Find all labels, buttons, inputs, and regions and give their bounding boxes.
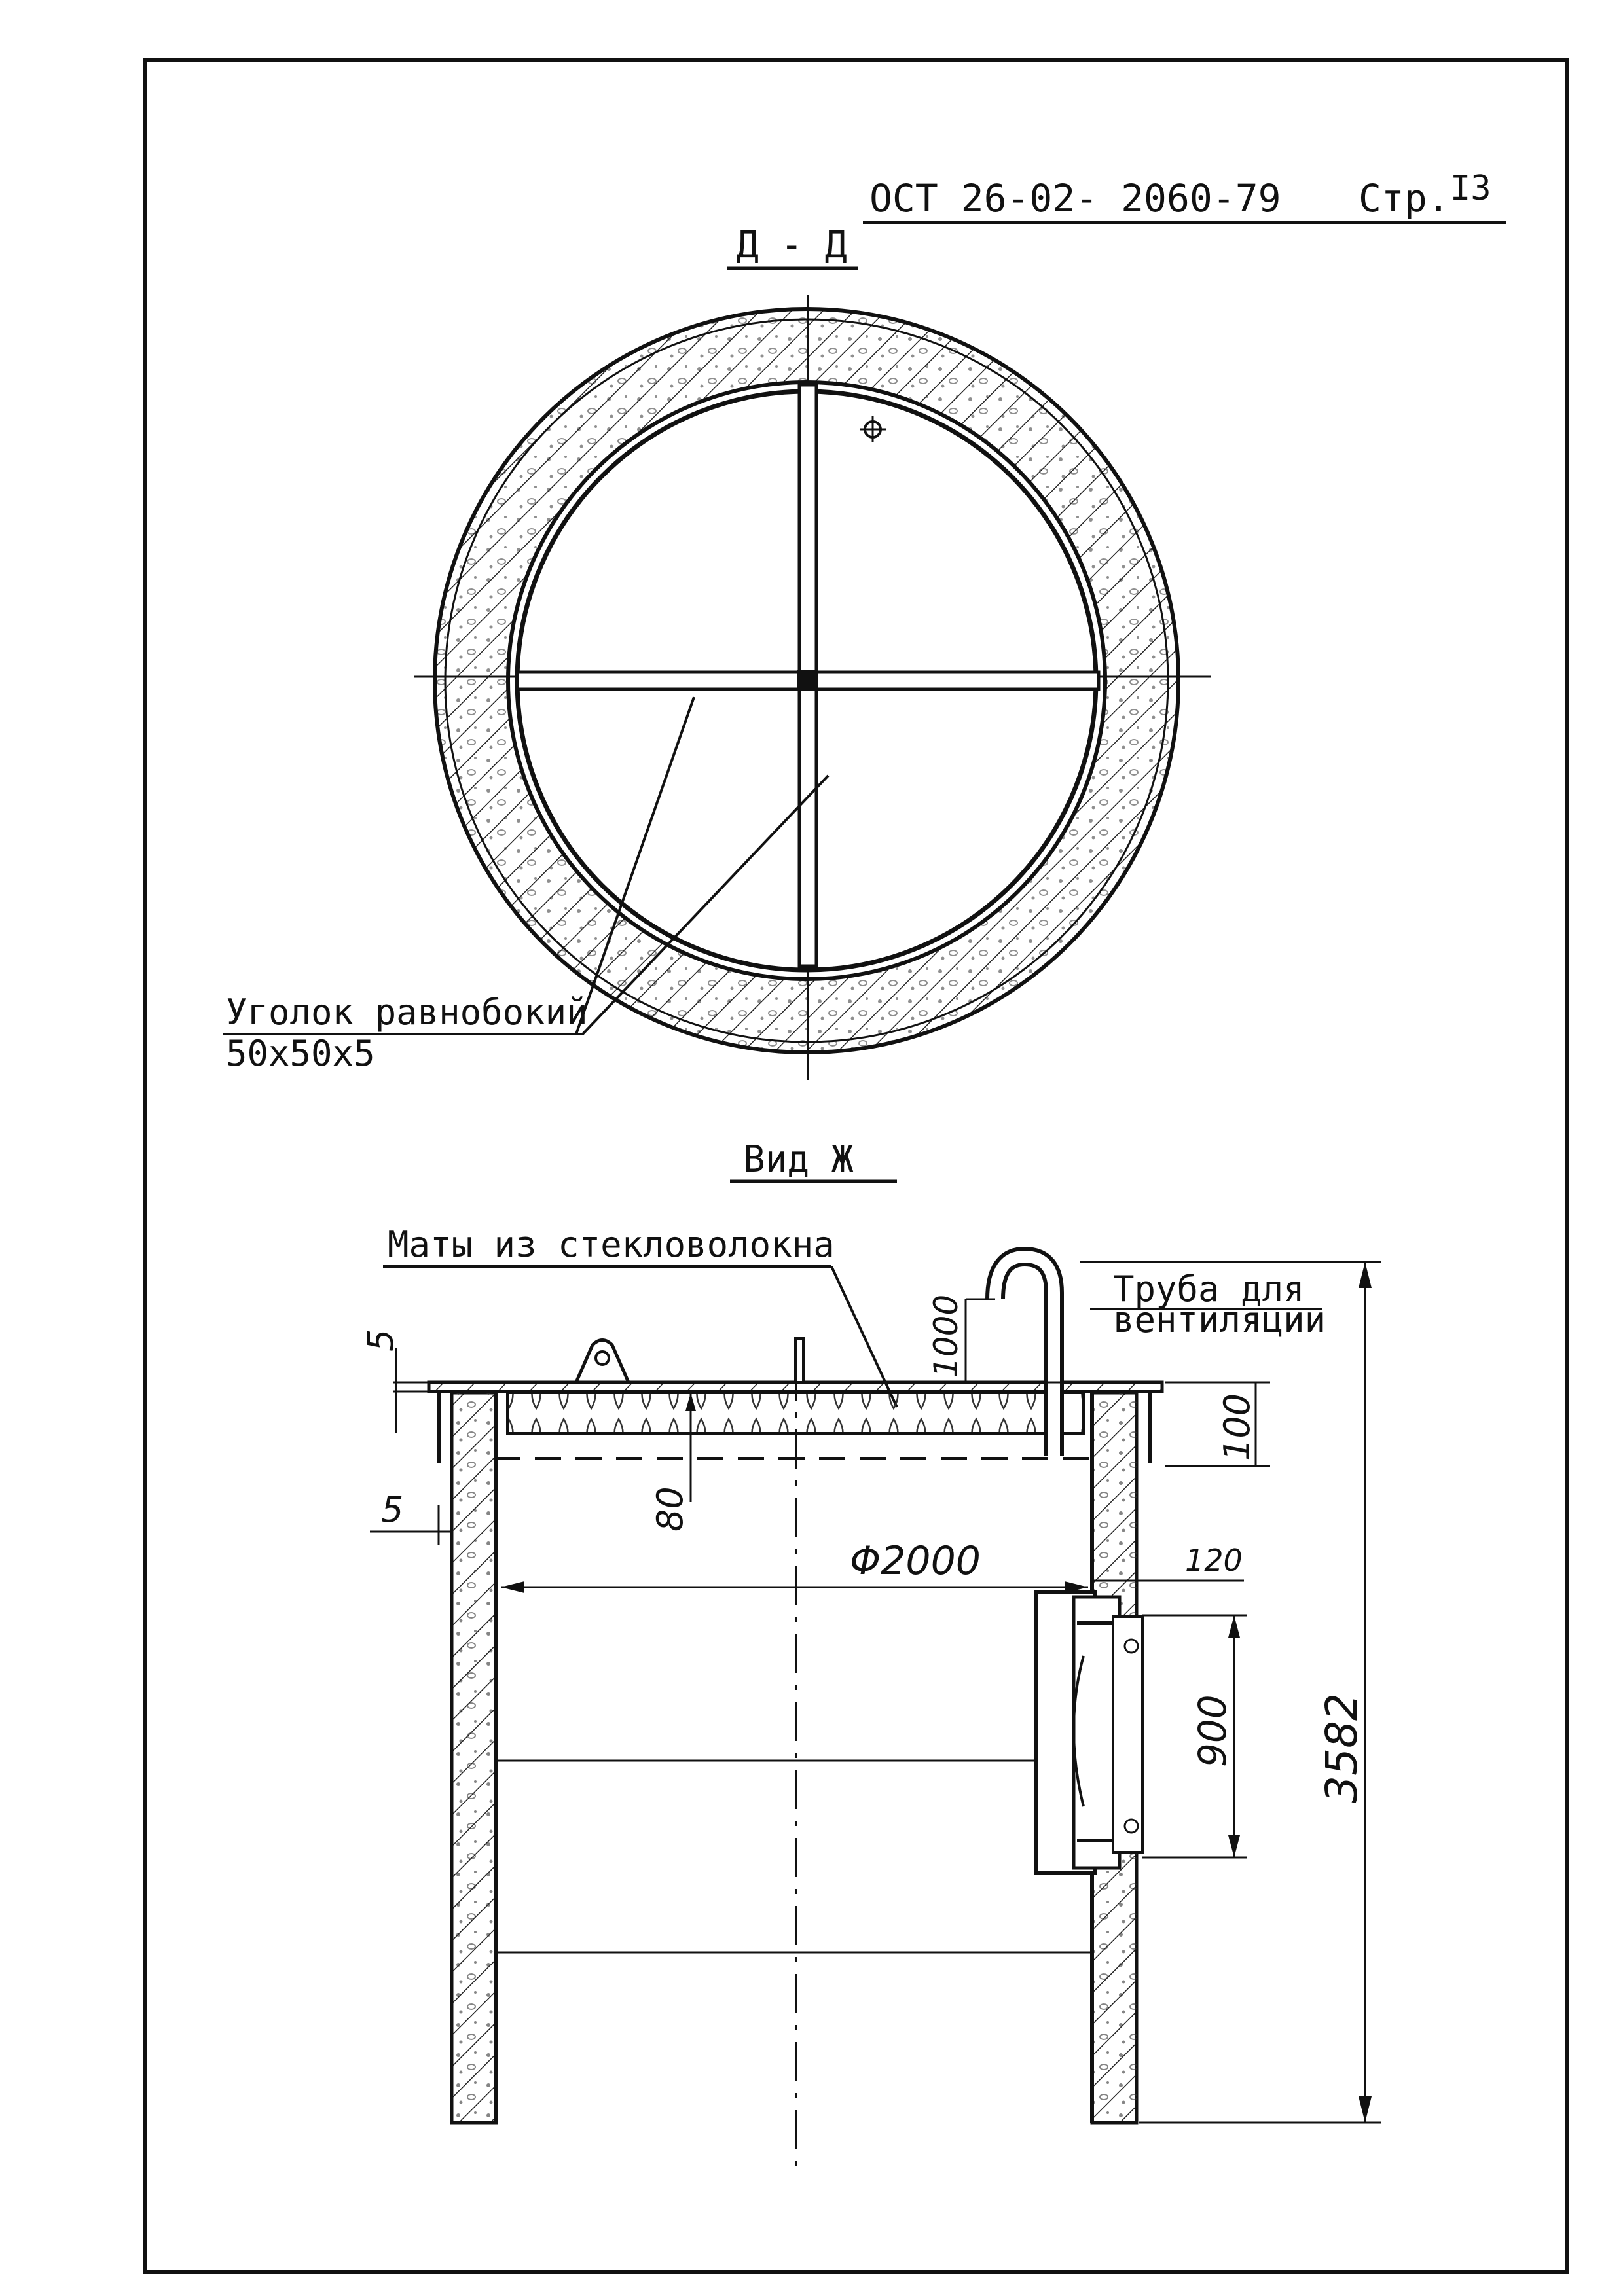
dim-top-plate (360, 1329, 432, 1433)
section-dd (223, 224, 1211, 1080)
pipe-label-line1: Труба для (1113, 1268, 1305, 1310)
dim-1000: 1000 (927, 1294, 965, 1378)
dim-diameter-2000: Φ2000 (850, 1538, 981, 1584)
view-zh (360, 1138, 1381, 2173)
lifting-lug (576, 1340, 629, 1383)
dim-900: 900 (1190, 1695, 1235, 1767)
dim-door-height (1142, 1615, 1247, 1857)
dim-pipe (927, 1295, 995, 1382)
title-block (863, 169, 1506, 223)
document-code: ОСТ 26-02- 2060-79 (869, 176, 1281, 221)
dim-80: 80 (649, 1486, 691, 1532)
dim-100: 100 (1216, 1393, 1258, 1461)
angle-callout-line2: 50x50x5 (226, 1033, 375, 1074)
vent-fitting-mark (860, 416, 886, 442)
dim-5-top: 5 (360, 1329, 401, 1352)
inspection-hatch (1036, 1592, 1142, 1873)
shell-seams (496, 1361, 1092, 2173)
dim-5-wall: 5 (381, 1489, 404, 1530)
angle-callout-line1: Уголок равнобокий (226, 992, 588, 1033)
dim-wall-gap (370, 1489, 452, 1545)
dim-120: 120 (1185, 1543, 1243, 1578)
dim-3582: 3582 (1317, 1693, 1367, 1803)
page-number: I3 (1450, 169, 1491, 208)
section-dd-title: Д - Д (737, 224, 847, 266)
dim-diameter (501, 1538, 1088, 1593)
sheet-frame (145, 60, 1567, 2272)
mats-label: Маты из стекловолокна (388, 1224, 835, 1265)
pipe-label-line2: вентиляции (1113, 1299, 1326, 1340)
dim-ring-height (1165, 1382, 1270, 1466)
page-label: Стр. (1359, 176, 1450, 221)
view-zh-title: Вид Ж (743, 1138, 854, 1181)
